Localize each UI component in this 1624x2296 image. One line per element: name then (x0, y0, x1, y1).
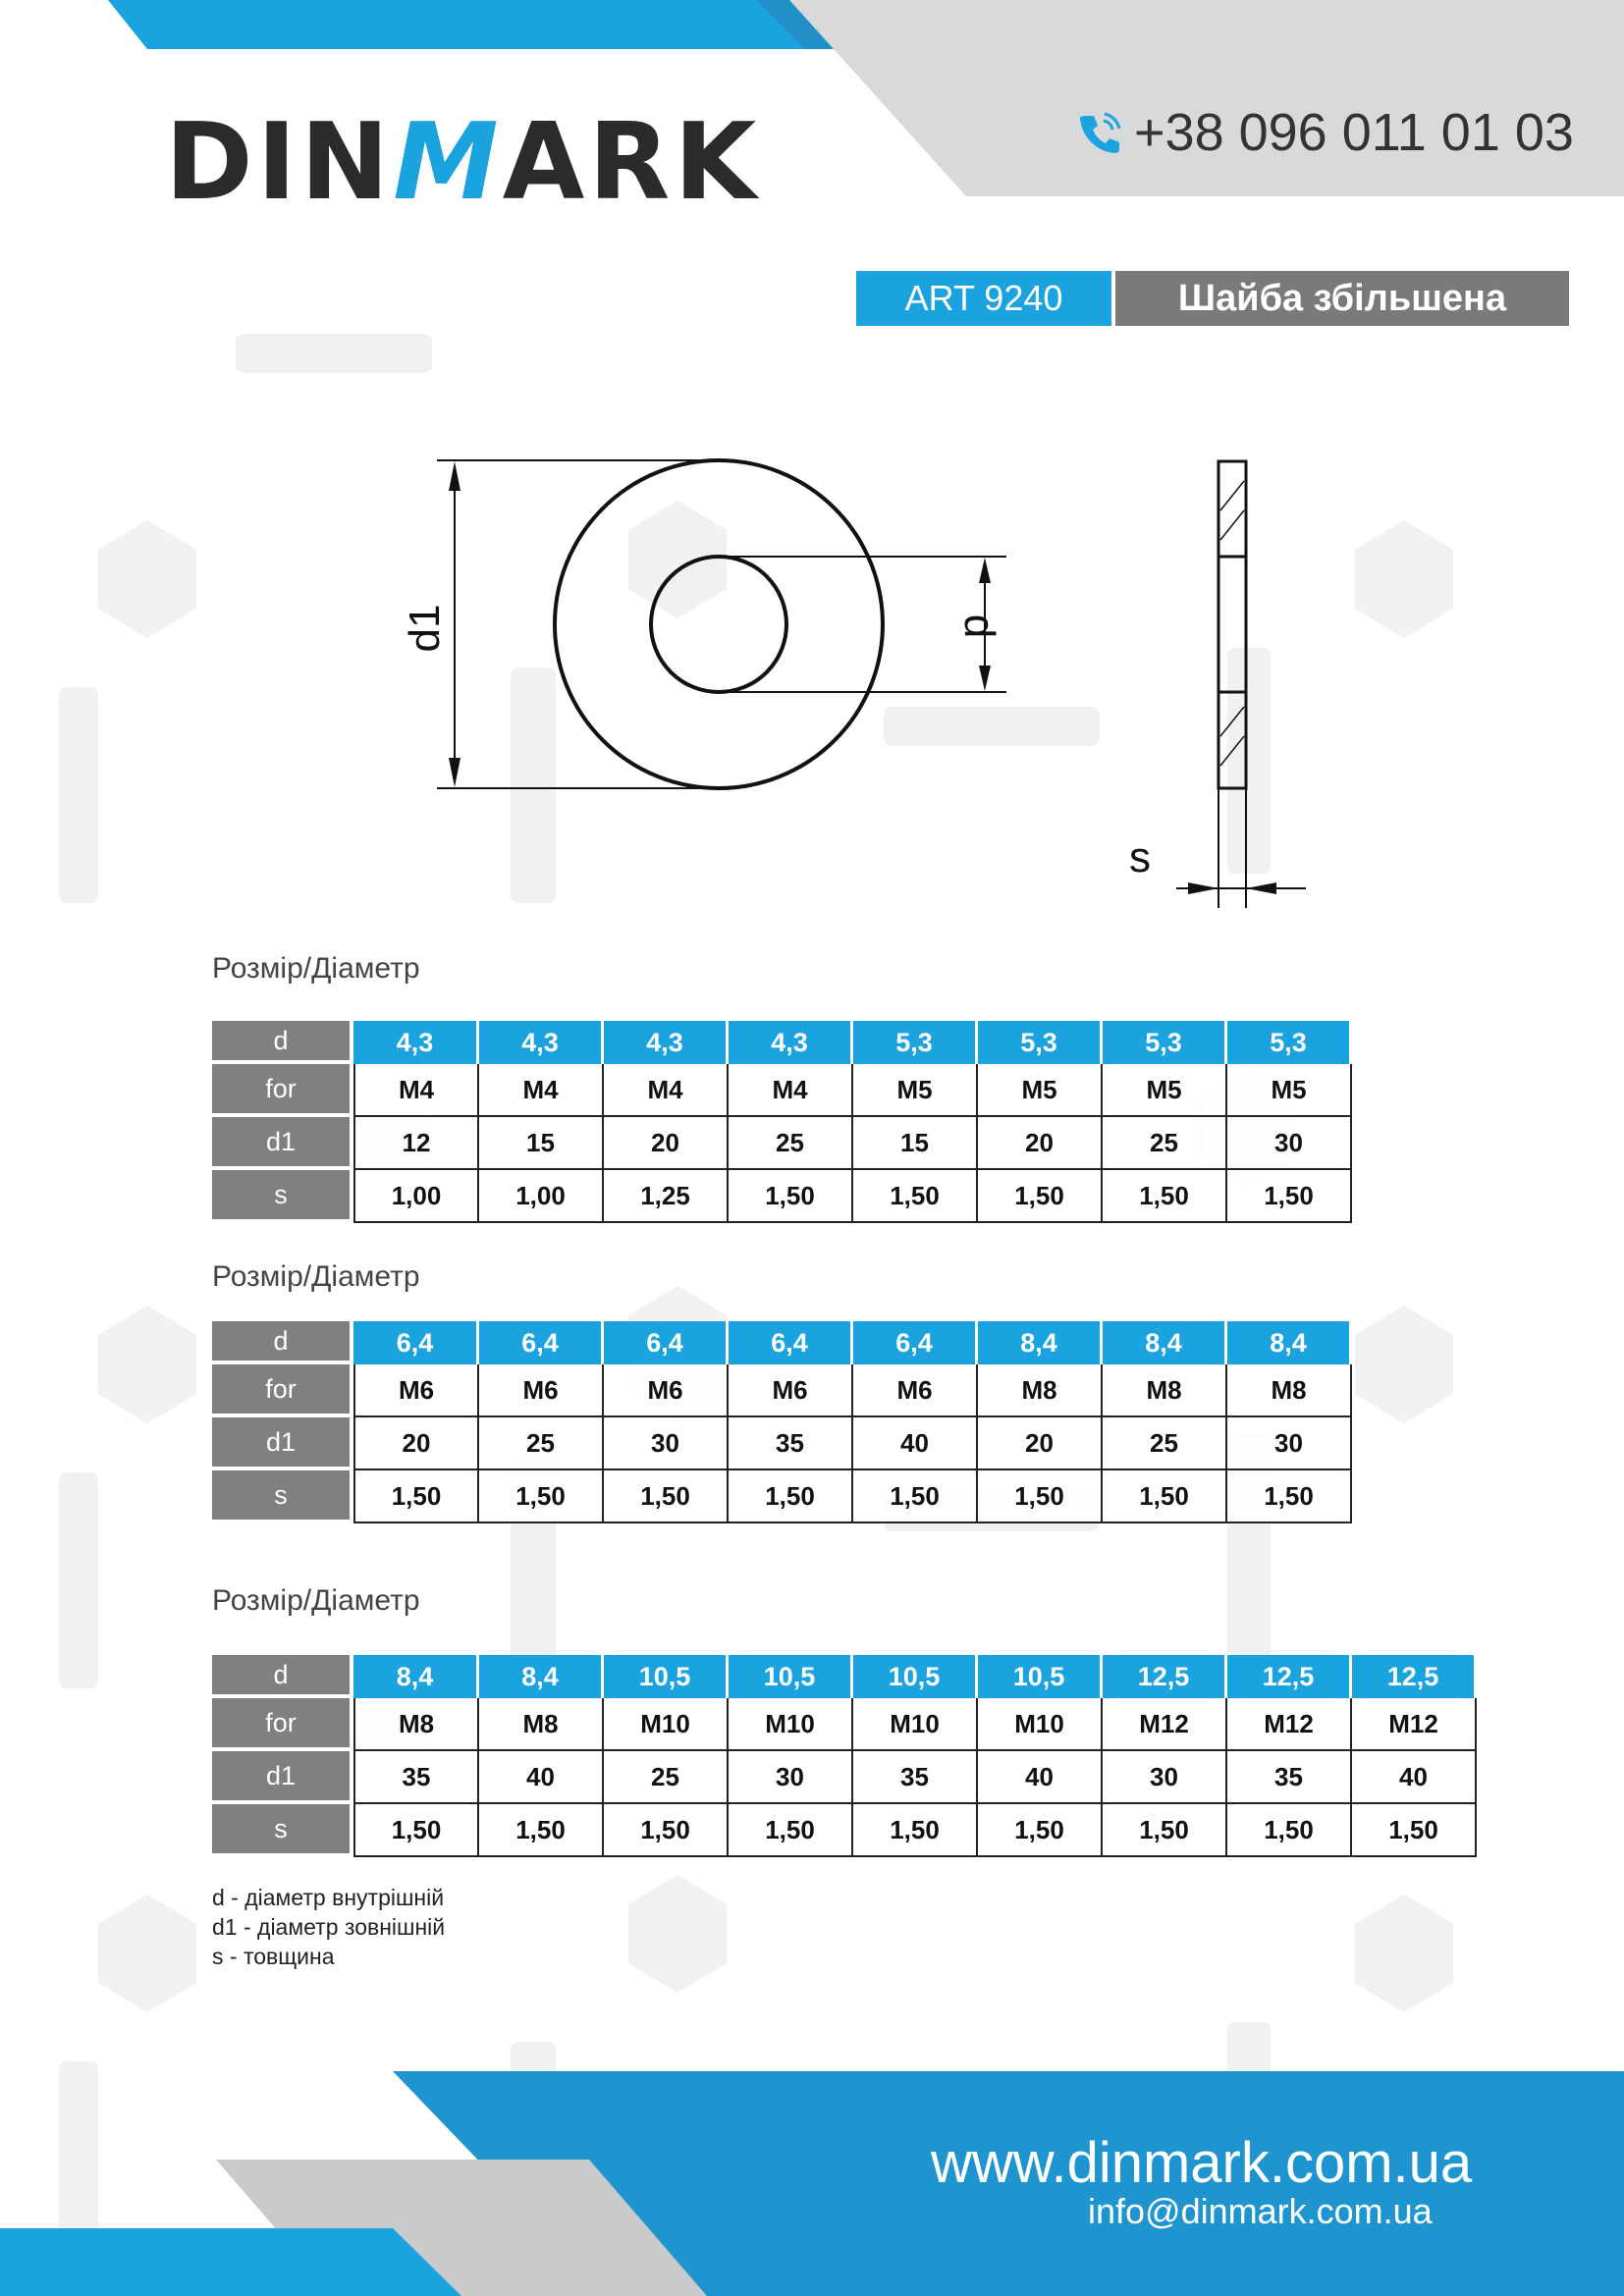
table-cell: 4,3 (479, 1021, 604, 1064)
row-label: d1 (212, 1751, 353, 1804)
table-cell: 5,3 (978, 1021, 1103, 1064)
table-cell: 40 (853, 1417, 978, 1470)
row-label: s (212, 1170, 353, 1223)
table-cell: M8 (353, 1698, 479, 1751)
table-cell: M5 (853, 1064, 978, 1117)
table-cell: 25 (729, 1117, 853, 1170)
table-cell: M4 (604, 1064, 729, 1117)
table-cell: 20 (978, 1117, 1103, 1170)
table-cell: M6 (479, 1364, 604, 1417)
table-cell: 10,5 (729, 1655, 853, 1698)
table-cell: M10 (978, 1698, 1103, 1751)
table-cell: 30 (604, 1417, 729, 1470)
row-label: for (212, 1364, 353, 1417)
table-cell: M5 (1103, 1064, 1227, 1117)
article-number: ART 9240 (856, 271, 1111, 326)
table3-title: Розмір/Діаметр (212, 1584, 420, 1617)
size-table-3 (212, 1655, 1477, 1857)
row-label: d (212, 1021, 353, 1064)
table-cell: 6,4 (604, 1321, 729, 1364)
table-cell: 25 (479, 1417, 604, 1470)
row-label: d (212, 1321, 353, 1364)
table-cell: 10,5 (604, 1655, 729, 1698)
label-d: d (955, 614, 1003, 639)
table-cell: 1,50 (1352, 1804, 1477, 1857)
table-cell: M4 (353, 1064, 479, 1117)
table-cell: 20 (978, 1417, 1103, 1470)
table-cell: 1,50 (853, 1804, 978, 1857)
table-cell: M12 (1352, 1698, 1477, 1751)
table-cell: M8 (978, 1364, 1103, 1417)
table-cell: 8,4 (479, 1655, 604, 1698)
table-cell: 35 (353, 1751, 479, 1804)
table-cell: M6 (729, 1364, 853, 1417)
table-cell: 10,5 (978, 1655, 1103, 1698)
table-cell: M4 (479, 1064, 604, 1117)
product-title: Шайба збільшена (1115, 271, 1569, 326)
table-cell: 8,4 (978, 1321, 1103, 1364)
header-gray-shape (789, 0, 1624, 196)
table-cell: 8,4 (353, 1655, 479, 1698)
logo: DINMARK (165, 101, 761, 224)
table-cell: 1,50 (853, 1470, 978, 1523)
table-cell: 25 (604, 1751, 729, 1804)
table-row (212, 1655, 1477, 1698)
table-cell: 15 (853, 1117, 978, 1170)
table-cell: 12,5 (1227, 1655, 1352, 1698)
table-cell: M5 (1227, 1064, 1352, 1117)
table-cell: 1,50 (729, 1170, 853, 1223)
table-cell: 30 (1227, 1417, 1352, 1470)
table1-title: Розмір/Діаметр (212, 952, 420, 985)
table-row (212, 1364, 1352, 1417)
table-cell: 25 (1103, 1117, 1227, 1170)
legend-item: s - товщина (212, 1944, 335, 1969)
table-row (212, 1751, 1477, 1804)
table-cell: 12,5 (1352, 1655, 1477, 1698)
table-row (212, 1170, 1352, 1223)
table-cell: 1,50 (978, 1170, 1103, 1223)
table-cell: 30 (1227, 1117, 1352, 1170)
label-d1: d1 (401, 604, 449, 653)
table-cell: 4,3 (604, 1021, 729, 1064)
table-cell: 1,50 (604, 1804, 729, 1857)
table-cell: 15 (479, 1117, 604, 1170)
table-cell: M6 (353, 1364, 479, 1417)
table-cell: 5,3 (1227, 1021, 1352, 1064)
washer-drawing (0, 422, 1624, 933)
table-cell: 6,4 (729, 1321, 853, 1364)
legend-item: d - діаметр внутрішній (212, 1885, 445, 1910)
table-cell: 5,3 (853, 1021, 978, 1064)
email-link[interactable]: info@dinmark.com.ua (1088, 2191, 1433, 2231)
table-cell: M10 (604, 1698, 729, 1751)
table-cell: 1,50 (729, 1804, 853, 1857)
table-row (212, 1321, 1352, 1364)
table-cell: 1,50 (978, 1804, 1103, 1857)
label-s: s (1129, 833, 1151, 881)
row-label: s (212, 1470, 353, 1523)
table-cell: 4,3 (353, 1021, 479, 1064)
table-cell: 35 (729, 1417, 853, 1470)
table-cell: M10 (729, 1698, 853, 1751)
row-label: s (212, 1804, 353, 1857)
table-cell: 6,4 (479, 1321, 604, 1364)
table-cell: 12 (353, 1117, 479, 1170)
table-cell: 8,4 (1103, 1321, 1227, 1364)
table-cell: 6,4 (353, 1321, 479, 1364)
table-cell: 4,3 (729, 1021, 853, 1064)
size-table-1 (212, 1021, 1352, 1223)
table-cell: 35 (853, 1751, 978, 1804)
table-cell: 1,50 (353, 1470, 479, 1523)
table-cell: M8 (1103, 1364, 1227, 1417)
table-cell: 1,25 (604, 1170, 729, 1223)
table-cell: 12,5 (1103, 1655, 1227, 1698)
table-cell: 1,50 (1103, 1170, 1227, 1223)
table-cell: 1,50 (978, 1470, 1103, 1523)
table-cell: 20 (604, 1117, 729, 1170)
row-label: d (212, 1655, 353, 1698)
table-cell: 1,50 (479, 1470, 604, 1523)
table-cell: 1,00 (353, 1170, 479, 1223)
table-cell: 1,50 (1227, 1804, 1352, 1857)
table-cell: 1,50 (853, 1170, 978, 1223)
table-cell: 20 (353, 1417, 479, 1470)
row-label: d1 (212, 1117, 353, 1170)
table-cell: 1,50 (353, 1804, 479, 1857)
row-label: for (212, 1064, 353, 1117)
table-cell: M12 (1103, 1698, 1227, 1751)
table-cell: M8 (479, 1698, 604, 1751)
row-label: for (212, 1698, 353, 1751)
phone-icon (1075, 108, 1124, 157)
table-cell: M6 (853, 1364, 978, 1417)
table-cell: 40 (1352, 1751, 1477, 1804)
table-cell: M5 (978, 1064, 1103, 1117)
table-cell: 40 (978, 1751, 1103, 1804)
table-row (212, 1117, 1352, 1170)
table-row (212, 1470, 1352, 1523)
table-cell: 40 (479, 1751, 604, 1804)
size-table-2 (212, 1321, 1352, 1523)
table-cell: 30 (729, 1751, 853, 1804)
table-row (212, 1698, 1477, 1751)
table-cell: 1,50 (1227, 1170, 1352, 1223)
table-cell: M8 (1227, 1364, 1352, 1417)
table-cell: M12 (1227, 1698, 1352, 1751)
table-cell: 8,4 (1227, 1321, 1352, 1364)
table-cell: 6,4 (853, 1321, 978, 1364)
table-cell: 25 (1103, 1417, 1227, 1470)
table-cell: 30 (1103, 1751, 1227, 1804)
table-cell: 35 (1227, 1751, 1352, 1804)
table-cell: 1,00 (479, 1170, 604, 1223)
table-cell: 1,50 (604, 1470, 729, 1523)
table-row (212, 1804, 1477, 1857)
table-cell: M4 (729, 1064, 853, 1117)
legend-item: d1 - діаметр зовнішній (212, 1914, 446, 1940)
table-cell: M6 (604, 1364, 729, 1417)
table-row (212, 1064, 1352, 1117)
table-row (212, 1417, 1352, 1470)
table2-title: Розмір/Діаметр (212, 1260, 420, 1293)
website-link[interactable]: www.dinmark.com.ua (931, 2131, 1473, 2195)
legend (212, 1883, 445, 1971)
phone-number[interactable]: +38 096 011 01 03 (1075, 102, 1574, 163)
table-cell: 5,3 (1103, 1021, 1227, 1064)
table-cell: 1,50 (479, 1804, 604, 1857)
table-cell: M10 (853, 1698, 978, 1751)
table-cell: 1,50 (729, 1470, 853, 1523)
table-cell: 1,50 (1103, 1804, 1227, 1857)
row-label: d1 (212, 1417, 353, 1470)
table-cell: 1,50 (1103, 1470, 1227, 1523)
table-cell: 1,50 (1227, 1470, 1352, 1523)
table-row (212, 1021, 1352, 1064)
table-cell: 10,5 (853, 1655, 978, 1698)
